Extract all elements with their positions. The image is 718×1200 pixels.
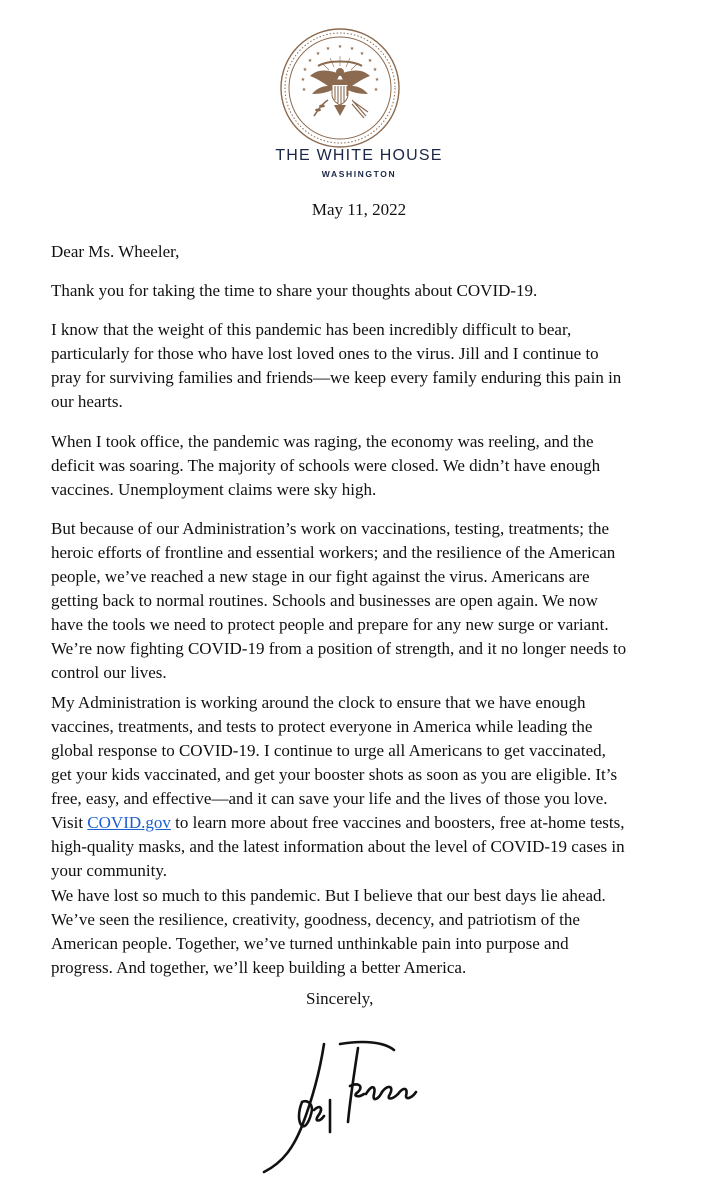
svg-text:★: ★ bbox=[301, 87, 307, 93]
paragraph-line: high-quality masks, and the latest information about the level of COVID-19 cases in bbox=[51, 837, 625, 856]
paragraph-1 bbox=[51, 279, 691, 303]
paragraph-5 bbox=[51, 691, 691, 883]
paragraph-line: vaccines. Unemployment claims were sky high. bbox=[51, 480, 377, 499]
letterhead-subtitle: WASHINGTON bbox=[321, 169, 397, 179]
paragraph-4 bbox=[51, 517, 691, 685]
paragraph-line: people, we’ve reached a new stage in our fight against the virus. Americans are bbox=[51, 567, 590, 586]
svg-text:★: ★ bbox=[374, 77, 380, 83]
signature-icon bbox=[254, 1030, 444, 1180]
closing: Sincerely, bbox=[306, 989, 374, 1008]
paragraph-line: I know that the weight of this pandemic has been incredibly difficult to bear, bbox=[51, 320, 572, 339]
letterhead-title: THE WHITE HOUSE bbox=[275, 147, 443, 164]
paragraph-link-line bbox=[51, 811, 691, 835]
paragraph-line: particularly for those who have lost loved ones to the virus. Jill and I continue to bbox=[51, 344, 599, 363]
paragraph-line: vaccines, treatments, and tests to protect everyone in America while leading the bbox=[51, 717, 593, 736]
paragraph-line: American people. Together, we’ve turned unthinkable pain into purpose and bbox=[51, 934, 569, 953]
paragraph-line: getting back to normal routines. Schools and businesses are open again. We now bbox=[51, 591, 598, 610]
svg-text:★: ★ bbox=[373, 87, 379, 93]
paragraph-line: control our lives. bbox=[51, 663, 167, 682]
svg-text:★: ★ bbox=[300, 77, 306, 83]
svg-text:★: ★ bbox=[367, 58, 373, 64]
svg-text:★: ★ bbox=[349, 46, 355, 52]
paragraph-line: Thank you for taking the time to share your thoughts about COVID-19. bbox=[51, 281, 538, 300]
paragraph-line: our hearts. bbox=[51, 392, 123, 411]
salutation-line: Dear Ms. Wheeler, bbox=[51, 242, 180, 261]
paragraph-line: free, easy, and effective—and it can save your life and the lives of those you love. bbox=[51, 789, 608, 808]
svg-text:★: ★ bbox=[359, 51, 365, 57]
svg-text:★: ★ bbox=[302, 67, 308, 73]
paragraph-line: We have lost so much to this pandemic. But I believe that our best days lie ahead. bbox=[51, 886, 606, 905]
paragraph-2 bbox=[51, 318, 691, 414]
paragraph-line: We’re now fighting COVID-19 from a position of strength, and it no longer needs to bbox=[51, 639, 627, 658]
paragraph-line: When I took office, the pandemic was raging, the economy was reeling, and the bbox=[51, 432, 594, 451]
svg-text:★: ★ bbox=[325, 46, 331, 52]
svg-text:★: ★ bbox=[372, 67, 378, 73]
svg-text:★: ★ bbox=[307, 58, 313, 64]
paragraph-line: get your kids vaccinated, and get your booster shots as soon as you are eligible. It’s bbox=[51, 765, 618, 784]
paragraph-line: But because of our Administration’s work on vaccinations, testing, treatments; the bbox=[51, 519, 610, 538]
paragraph-6 bbox=[51, 884, 691, 980]
svg-text:★: ★ bbox=[337, 44, 343, 50]
paragraph-line: global response to COVID-19. I continue to urge all Americans to get vaccinated, bbox=[51, 741, 606, 760]
presidential-seal-icon bbox=[278, 26, 402, 150]
letter-date: May 11, 2022 bbox=[311, 200, 407, 219]
svg-text:★: ★ bbox=[315, 51, 321, 57]
salutation bbox=[51, 240, 691, 264]
covid-gov-link[interactable]: COVID.gov bbox=[87, 813, 171, 832]
paragraph-line: We’ve seen the resilience, creativity, goodness, decency, and patriotism of the bbox=[51, 910, 580, 929]
link-suffix: to learn more about free vaccines and boosters, free at-home tests, bbox=[170, 813, 625, 832]
paragraph-line: pray for surviving families and friends—we keep every family enduring this pain in bbox=[51, 368, 622, 387]
paragraph-line: deficit was soaring. The majority of schools were closed. We didn’t have enough bbox=[51, 456, 601, 475]
link-prefix: Visit bbox=[51, 813, 88, 832]
paragraph-line: My Administration is working around the clock to ensure that we have enough bbox=[51, 693, 586, 712]
paragraph-3 bbox=[51, 430, 691, 502]
paragraph-line: your community. bbox=[51, 861, 167, 880]
paragraph-line: have the tools we need to protect people and prepare for any new surge or variant. bbox=[51, 615, 609, 634]
paragraph-line: heroic efforts of frontline and essential workers; and the resilience of the American bbox=[51, 543, 616, 562]
paragraph-line: progress. And together, we’ll keep building a better America. bbox=[51, 958, 467, 977]
